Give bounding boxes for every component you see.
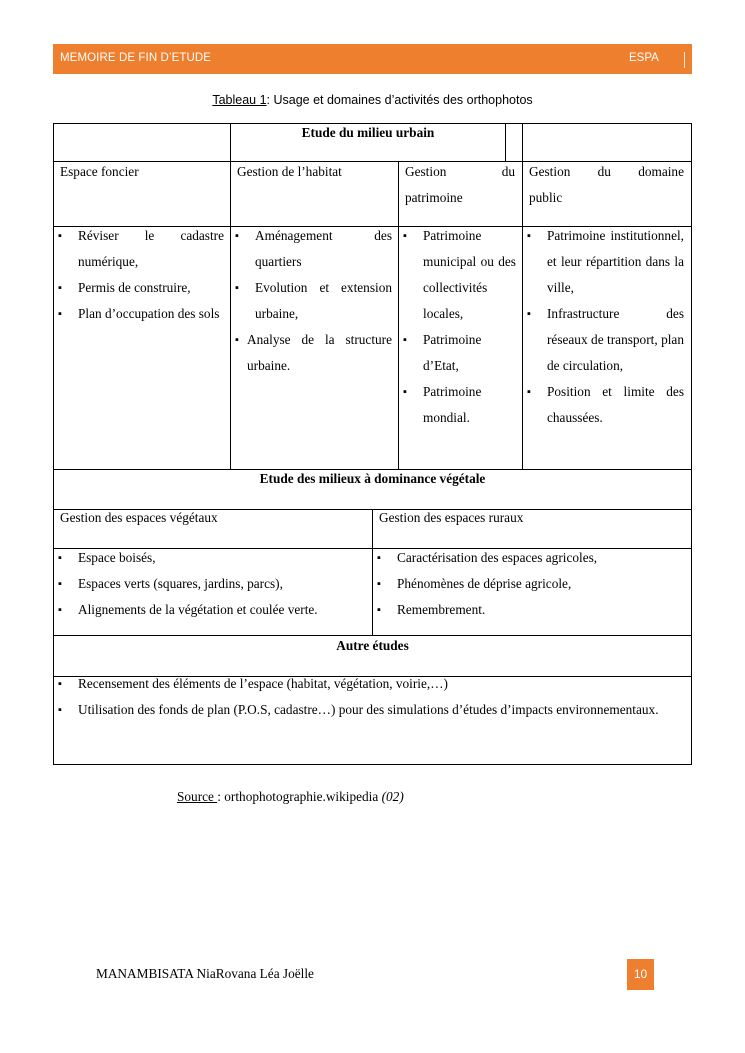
table-caption: [0, 93, 745, 107]
urban-col1-list: [56, 223, 224, 327]
caption-label: Tableau 1: [212, 93, 267, 107]
source-text: : orthophotographie.wikipedia: [217, 789, 382, 804]
list-item: ▪ Caractérisation des espaces agricoles,: [375, 545, 687, 571]
other-section-title: Autre études: [336, 638, 409, 653]
header-separator: [684, 52, 685, 68]
col-header-gestion-domaine-line1: Gestion du domaine: [529, 164, 684, 179]
col-header-espaces-vegetaux: Gestion des espaces végétaux: [60, 510, 218, 525]
header-right: ESPA: [629, 52, 659, 64]
header-title: MEMOIRE DE FIN D’ETUDE: [60, 52, 212, 64]
list-item: ▪ Utilisation des fonds de plan (P.O.S, cadastre…) pour des simulations d’études d’impacts environnementaux.: [56, 697, 684, 723]
footer-author: MANAMBISATA NiaRovana Léa Joëlle: [96, 966, 314, 981]
col-header-gestion-patrimoine-line2: patrimoine: [405, 190, 463, 205]
list-item: ▪ Evolution et extension urbaine,: [233, 275, 392, 327]
usage-table: [53, 123, 692, 765]
col-header-gestion-patrimoine-line1: Gestion du: [405, 164, 515, 179]
list-item: ▪ Aménagement des quartiers: [233, 223, 392, 275]
vegetal-col2-list: [375, 545, 687, 623]
list-item: ▪ Permis de construire,: [56, 275, 224, 301]
col-header-espace-foncier: Espace foncier: [60, 164, 139, 179]
list-item: ▪ Position et limite des chaussées.: [525, 379, 684, 431]
col-header-gestion-habitat: Gestion de l’habitat: [237, 164, 342, 179]
vegetal-section-title: Etude des milieux à dominance végétale: [259, 471, 486, 486]
list-item: ▪ Plan d’occupation des sols: [56, 301, 224, 327]
list-item: ▪ Patrimoine mondial.: [401, 379, 516, 431]
list-item: ▪ Espace boisés,: [56, 545, 368, 571]
list-item: ▪ Patrimoine d’Etat,: [401, 327, 516, 379]
other-list: [56, 671, 684, 723]
page-number: 10: [627, 959, 654, 990]
caption-text: : Usage et domaines d’activités des orthophotos: [266, 93, 533, 107]
list-item: ▪ Remembrement.: [375, 597, 687, 623]
vegetal-col1-list: [56, 545, 368, 623]
col-header-gestion-domaine-public: [529, 159, 684, 211]
list-item: ▪ Alignements de la végétation et coulée verte.: [56, 597, 368, 623]
urban-col2-list: [233, 223, 392, 379]
list-item: ▪ Espaces verts (squares, jardins, parcs),: [56, 571, 368, 597]
urban-col3-list: [401, 223, 516, 431]
list-item: ▪ Analyse de la structure urbaine.: [233, 327, 392, 379]
list-item: ▪ Patrimoine institutionnel, et leur répartition dans la ville,: [525, 223, 684, 301]
col-header-gestion-patrimoine: [405, 159, 515, 211]
urban-col4-list: [525, 223, 684, 431]
col-header-espaces-ruraux: Gestion des espaces ruraux: [379, 510, 524, 525]
list-item: ▪ Infrastructure des réseaux de transport, plan de circulation,: [525, 301, 684, 379]
source-label: Source: [177, 789, 218, 804]
source-note: [177, 789, 404, 805]
list-item: ▪ Recensement des éléments de l’espace (habitat, végétation, voirie,…): [56, 671, 684, 697]
list-item: ▪ Réviser le cadastre numérique,: [56, 223, 224, 275]
col-header-gestion-domaine-line2: public: [529, 190, 563, 205]
urban-section-title: Etude du milieu urbain: [301, 125, 435, 140]
list-item: ▪ Phénomènes de déprise agricole,: [375, 571, 687, 597]
source-ref: (02): [381, 789, 404, 804]
page-header: [53, 44, 692, 74]
list-item: ▪ Patrimoine municipal ou des collectivités locales,: [401, 223, 516, 327]
